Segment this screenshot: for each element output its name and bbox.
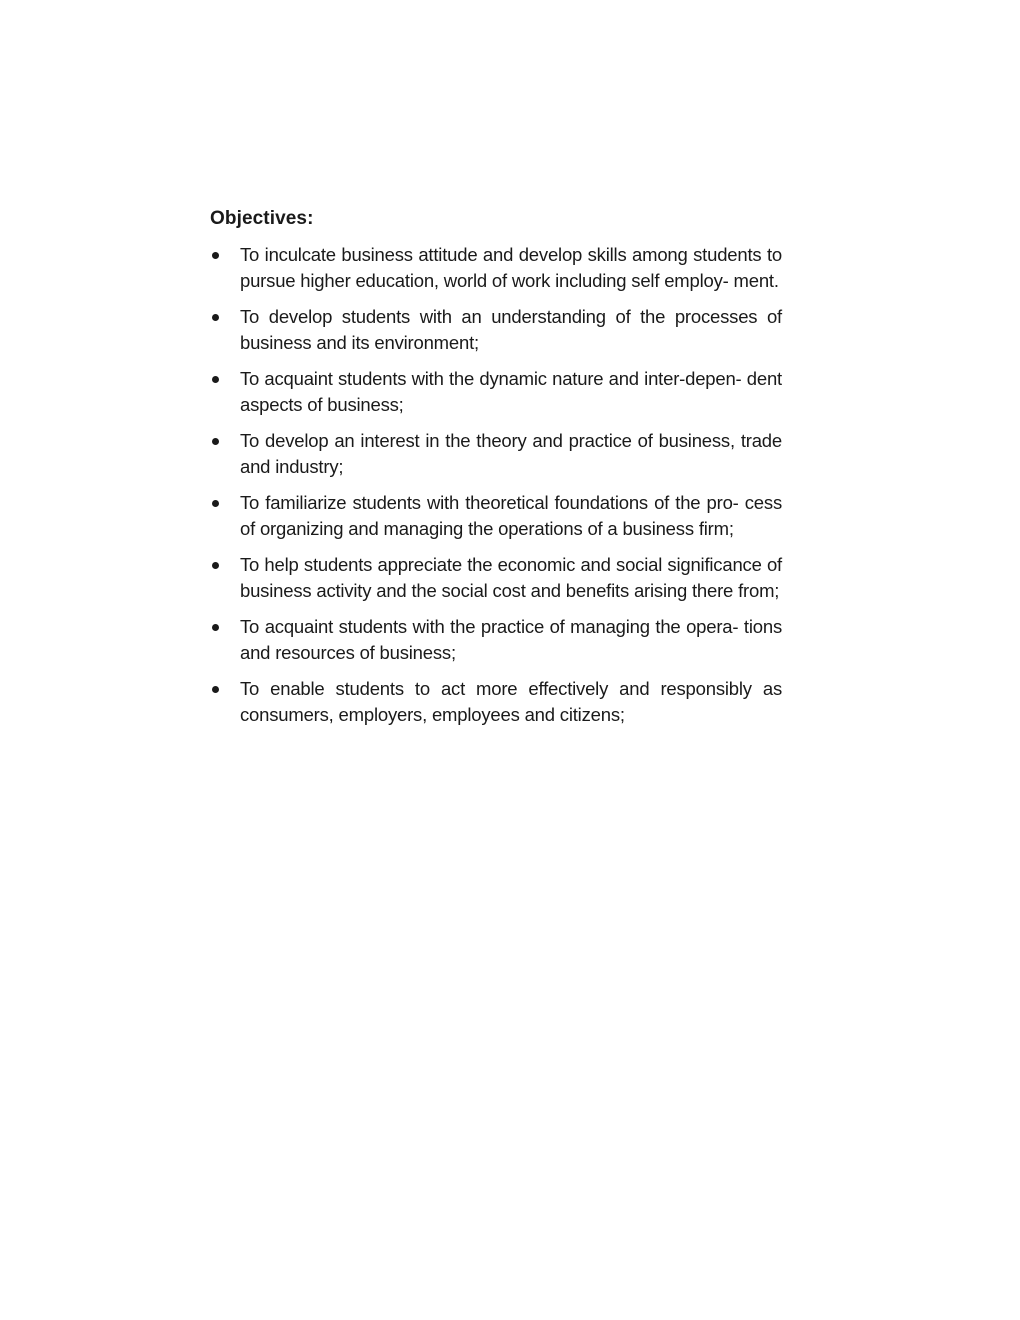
list-item <box>210 552 782 604</box>
list-item <box>210 490 782 542</box>
bullet-icon <box>212 624 219 631</box>
bullet-icon <box>212 314 219 321</box>
bullet-icon <box>212 686 219 693</box>
bullet-icon <box>212 376 219 383</box>
list-item-text: To inculcate business attitude and develop skills among students to pursue higher education, world of work including self employ- ment. <box>240 244 782 291</box>
list-item <box>210 676 782 728</box>
list-item <box>210 366 782 418</box>
list-item-text: To acquaint students with the dynamic nature and inter-depen- dent aspects of business; <box>240 368 782 415</box>
list-item <box>210 242 782 294</box>
objectives-list <box>210 242 782 728</box>
list-item-text: To enable students to act more effectively and responsibly as consumers, employers, employees and citizens; <box>240 678 782 725</box>
bullet-icon <box>212 500 219 507</box>
list-item <box>210 428 782 480</box>
list-item-text: To develop students with an understanding of the processes of business and its environment; <box>240 306 782 353</box>
list-item <box>210 614 782 666</box>
list-item <box>210 304 782 356</box>
bullet-icon <box>212 562 219 569</box>
list-item-text: To develop an interest in the theory and practice of business, trade and industry; <box>240 430 782 477</box>
section-heading: Objectives: <box>210 208 314 229</box>
bullet-icon <box>212 252 219 259</box>
list-item-text: To help students appreciate the economic and social significance of business activity and the social cost and benefits arising there from; <box>240 554 782 601</box>
list-item-text: To acquaint students with the practice of managing the opera- tions and resources of business; <box>240 616 782 663</box>
bullet-icon <box>212 438 219 445</box>
objectives-section <box>210 206 782 738</box>
list-item-text: To familiarize students with theoretical foundations of the pro- cess of organizing and managing the operations of a business firm; <box>240 492 782 539</box>
